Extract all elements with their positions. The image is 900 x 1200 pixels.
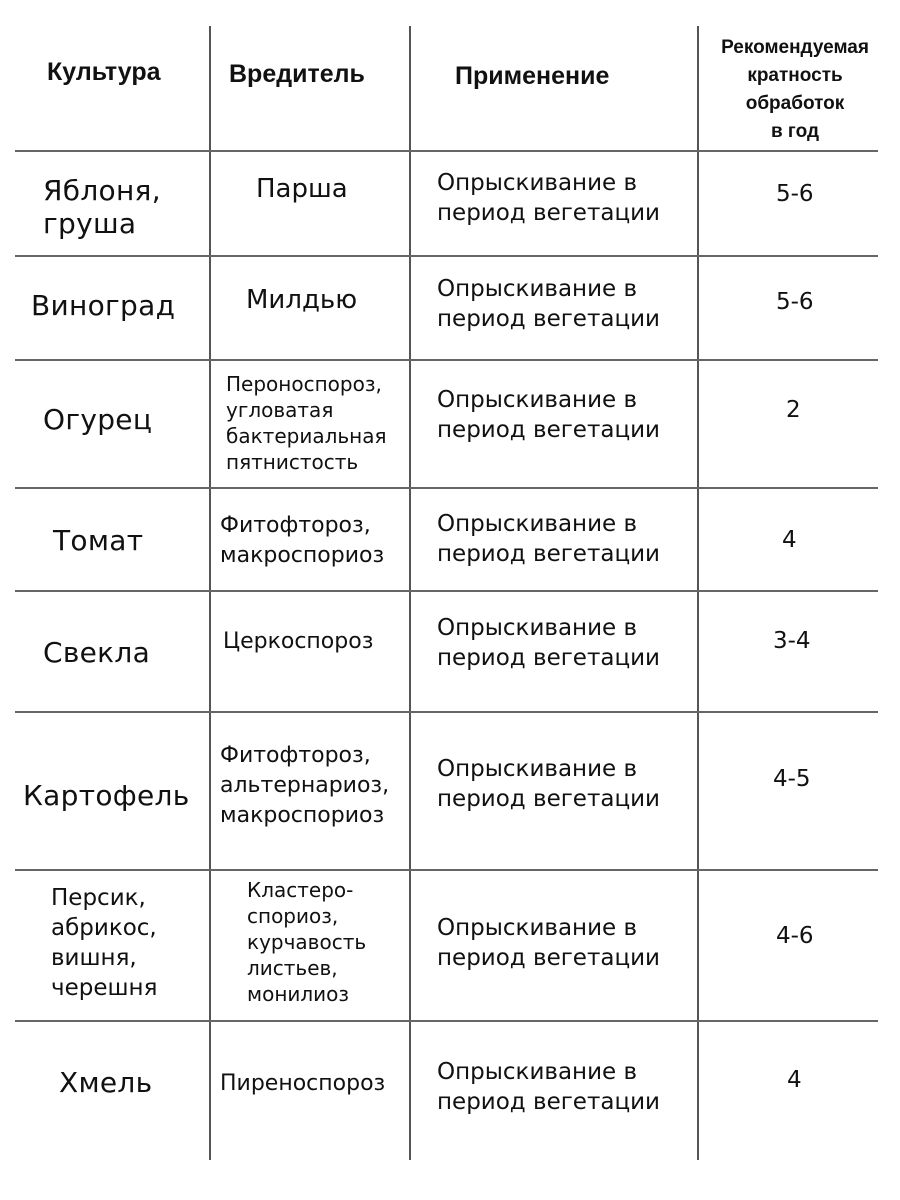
- header-frequency: Рекомендуемая кратность обработок в год: [721, 37, 869, 142]
- row-1-crop: Яблоня, груша: [43, 174, 161, 240]
- row-divider: [15, 150, 878, 152]
- row-1-application: Опрыскивание в период вегетации: [437, 170, 661, 226]
- row-7-pest: Кластеро- спориоз, курчавость листьев, монилиоз: [247, 878, 367, 1006]
- row-7-frequency: 4-6: [776, 923, 814, 949]
- row-5-pest: Церкоспороз: [223, 629, 374, 654]
- row-5-crop: Свекла: [43, 636, 151, 669]
- row-4-application: Опрыскивание в период вегетации: [437, 511, 661, 567]
- row-divider: [15, 711, 878, 713]
- row-4-pest: Фитофтороз, макроспориоз: [220, 513, 385, 568]
- header-pest: Вредитель: [229, 60, 365, 88]
- row-5-application: Опрыскивание в период вегетации: [437, 615, 661, 671]
- column-divider-2: [409, 26, 411, 1160]
- row-divider: [15, 1020, 878, 1022]
- row-2-crop: Виноград: [31, 289, 176, 322]
- row-4-crop: Томат: [53, 524, 144, 557]
- row-divider: [15, 869, 878, 871]
- row-2-frequency: 5-6: [776, 289, 814, 315]
- row-3-frequency: 2: [786, 397, 801, 423]
- row-divider: [15, 590, 878, 592]
- row-6-application: Опрыскивание в период вегетации: [437, 756, 661, 812]
- header-application: Применение: [455, 62, 610, 90]
- row-8-application: Опрыскивание в период вегетации: [437, 1059, 661, 1115]
- row-3-application: Опрыскивание в период вегетации: [437, 387, 661, 443]
- header-crop: Культура: [47, 58, 161, 86]
- row-8-crop: Хмель: [59, 1066, 153, 1099]
- row-1-frequency: 5-6: [776, 181, 814, 207]
- row-7-application: Опрыскивание в период вегетации: [437, 915, 661, 971]
- row-6-pest: Фитофтороз, альтернариоз, макроспориоз: [220, 743, 390, 828]
- row-divider: [15, 359, 878, 361]
- row-3-pest: Пероноспороз, угловатая бактериальная пятнистость: [226, 372, 387, 474]
- row-divider: [15, 487, 878, 489]
- row-5-frequency: 3-4: [773, 628, 811, 654]
- row-3-crop: Огурец: [43, 403, 153, 436]
- row-7-crop: Персик, абрикос, вишня, черешня: [51, 885, 158, 1001]
- row-4-frequency: 4: [782, 527, 797, 553]
- column-divider-1: [209, 26, 211, 1160]
- column-divider-3: [697, 26, 699, 1160]
- row-2-pest: Милдью: [246, 285, 358, 315]
- row-divider: [15, 255, 878, 257]
- row-2-application: Опрыскивание в период вегетации: [437, 276, 661, 332]
- row-6-frequency: 4-5: [773, 766, 811, 792]
- row-8-pest: Пиреноспороз: [220, 1071, 386, 1096]
- row-6-crop: Картофель: [23, 779, 190, 812]
- row-8-frequency: 4: [787, 1067, 802, 1093]
- row-1-pest: Парша: [256, 174, 348, 204]
